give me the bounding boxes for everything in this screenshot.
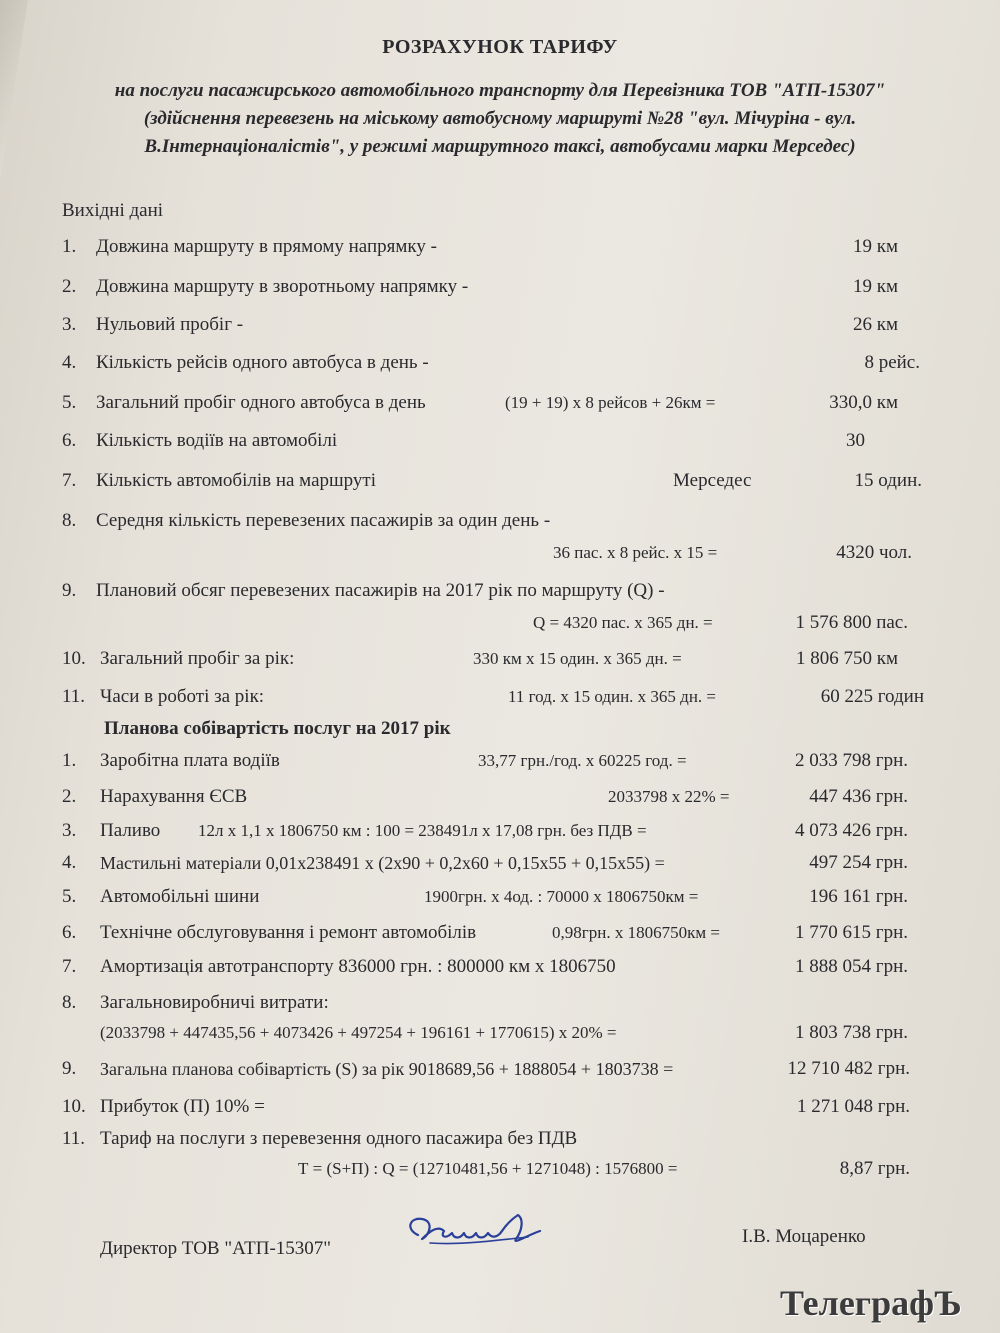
row-formula: 11 год. х 15 один. х 365 дн. = xyxy=(508,687,717,706)
input-header: Вихідні дані xyxy=(62,200,164,221)
row-number: 9. xyxy=(62,580,77,601)
row-label: Паливо xyxy=(100,820,161,841)
row-value: 8,87 грн. xyxy=(839,1158,910,1179)
row-value: 1 576 800 пас. xyxy=(795,612,908,633)
row-number: 9. xyxy=(62,1058,77,1079)
row-formula: (2033798 + 447435,56 + 4073426 + 497254 + 196161 + 1770615) х 20% = xyxy=(100,1023,617,1042)
row-label: Автомобільні шини xyxy=(100,886,260,907)
row-number: 2. xyxy=(62,276,77,297)
row-number: 4. xyxy=(62,852,77,873)
row-number: 7. xyxy=(62,956,77,977)
row-value: 30 xyxy=(846,430,865,451)
row-value: 1 271 048 грн. xyxy=(797,1096,910,1117)
row-formula: 0,98грн. х 1806750км = xyxy=(552,923,720,942)
row-number: 3. xyxy=(62,820,77,841)
row-label: Довжина маршруту в прямому напрямку - xyxy=(96,236,437,257)
row-value: 497 254 грн. xyxy=(809,852,908,873)
row-label: Прибуток (П) 10% = xyxy=(100,1096,265,1117)
row-value: 2 033 798 грн. xyxy=(795,750,908,771)
row-number: 4. xyxy=(62,352,77,373)
row-number: 11. xyxy=(62,686,86,707)
row-number: 2. xyxy=(62,786,77,807)
watermark-logo: ТелеграфЪ xyxy=(780,1283,962,1323)
row-value: 1 803 738 грн. xyxy=(795,1022,908,1043)
row-value: 8 рейс. xyxy=(864,352,920,373)
row-label: Тариф на послуги з перевезення одного пасажира без ПДВ xyxy=(100,1128,578,1149)
row-value: 4 073 426 грн. xyxy=(795,820,908,841)
row-label: Середня кількість перевезених пасажирів за один день - xyxy=(96,510,551,531)
row-value: 12 710 482 грн. xyxy=(787,1058,910,1079)
row-formula: 330 км х 15 один. х 365 дн. = xyxy=(473,649,682,668)
row-formula: 2033798 х 22% = xyxy=(608,787,730,806)
director-label: Директор ТОВ "АТП-15307" xyxy=(100,1238,332,1259)
row-label: Технічне обслуговування і ремонт автомобілів xyxy=(100,922,477,943)
row-formula: (19 + 19) х 8 рейсов + 26км = xyxy=(505,393,716,412)
row-label: Загальний пробіг за рік: xyxy=(100,648,295,669)
row-number: 3. xyxy=(62,314,77,335)
row-value: 330,0 км xyxy=(829,392,898,413)
row-number: 6. xyxy=(62,922,77,943)
subtitle-line-2: (здійснення перевезень на міському автобусному маршруті №28 "вул. Мічуріна - вул. xyxy=(143,108,857,129)
row-value: 4320 чол. xyxy=(836,542,912,563)
row-label: Кількість автомобілів на маршруті xyxy=(96,470,376,491)
row-label: Кількість водіїв на автомобілі xyxy=(96,430,338,451)
signature-image xyxy=(400,1205,560,1265)
row-label: Нульовий пробіг - xyxy=(96,314,244,335)
row-label: Нарахування ЄСВ xyxy=(100,786,248,807)
row-label: Мастильні матеріали 0,01х238491 х (2х90 + 0,2х60 + 0,15х55 + 0,15х55) = xyxy=(100,853,665,873)
row-value: 1 770 615 грн. xyxy=(795,922,908,943)
row-label: Кількість рейсів одного автобуса в день - xyxy=(96,352,429,373)
cost-header: Планова собівартість послуг на 2017 рік xyxy=(104,718,451,739)
row-number: 10. xyxy=(62,648,86,669)
row-value: 26 км xyxy=(852,314,898,335)
row-number: 1. xyxy=(62,750,77,771)
row-formula: Т = (S+П) : Q = (12710481,56 + 1271048) : 1576800 = xyxy=(298,1159,678,1178)
row-number: 1. xyxy=(62,236,77,257)
row-value: 1 888 054 грн. xyxy=(795,956,908,977)
row-number: 5. xyxy=(62,886,77,907)
row-label: Часи в роботі за рік: xyxy=(100,686,265,707)
row-number: 8. xyxy=(62,510,77,531)
row-formula: 12л х 1,1 х 1806750 км : 100 = 238491л х 17,08 грн. без ПДВ = xyxy=(198,821,647,840)
row-number: 6. xyxy=(62,430,77,451)
row-value: 15 один. xyxy=(854,470,922,491)
row-label: Загальний пробіг одного автобуса в день xyxy=(96,392,426,413)
row-number: 11. xyxy=(62,1128,86,1149)
row-formula: 1900грн. х 4од. : 70000 х 1806750км = xyxy=(424,887,699,906)
subtitle-line-3: В.Інтернаціоналістів", у режимі маршрутного таксі, автобусами марки Мерседес) xyxy=(144,136,856,157)
row-value: 19 км xyxy=(852,236,898,257)
row-formula: 33,77 грн./год. х 60225 год. = xyxy=(478,751,687,770)
row-value: 196 161 грн. xyxy=(809,886,908,907)
director-name: І.В. Моцаренко xyxy=(742,1226,866,1247)
row-formula: Мерседес xyxy=(673,470,752,491)
row-label: Плановий обсяг перевезених пасажирів на 2017 рік по маршруту (Q) - xyxy=(96,580,665,601)
document-title: РОЗРАХУНОК ТАРИФУ xyxy=(382,36,618,58)
row-label: Довжина маршруту в зворотньому напрямку - xyxy=(96,276,469,297)
row-value: 19 км xyxy=(852,276,898,297)
row-value: 60 225 годин xyxy=(820,686,924,707)
row-label: Загальна планова собівартість (S) за рік 9018689,56 + 1888054 + 1803738 = xyxy=(100,1059,674,1079)
subtitle-line-1: на послуги пасажирського автомобільного транспорту для Перевізника ТОВ "АТП-15307" xyxy=(114,80,886,101)
row-number: 8. xyxy=(62,992,77,1013)
row-label: Загальновиробничі витрати: xyxy=(100,992,329,1013)
row-value: 1 806 750 км xyxy=(795,648,898,669)
row-value: 447 436 грн. xyxy=(809,786,908,807)
row-label: Заробітна плата водіїв xyxy=(100,750,280,771)
row-number: 5. xyxy=(62,392,77,413)
row-formula: 36 пас. х 8 рейс. х 15 = xyxy=(553,543,718,562)
row-number: 10. xyxy=(62,1096,86,1117)
row-number: 7. xyxy=(62,470,77,491)
row-label: Амортизація автотранспорту 836000 грн. : 800000 км х 1806750 xyxy=(100,956,616,977)
row-formula: Q = 4320 пас. х 365 дн. = xyxy=(533,613,713,632)
